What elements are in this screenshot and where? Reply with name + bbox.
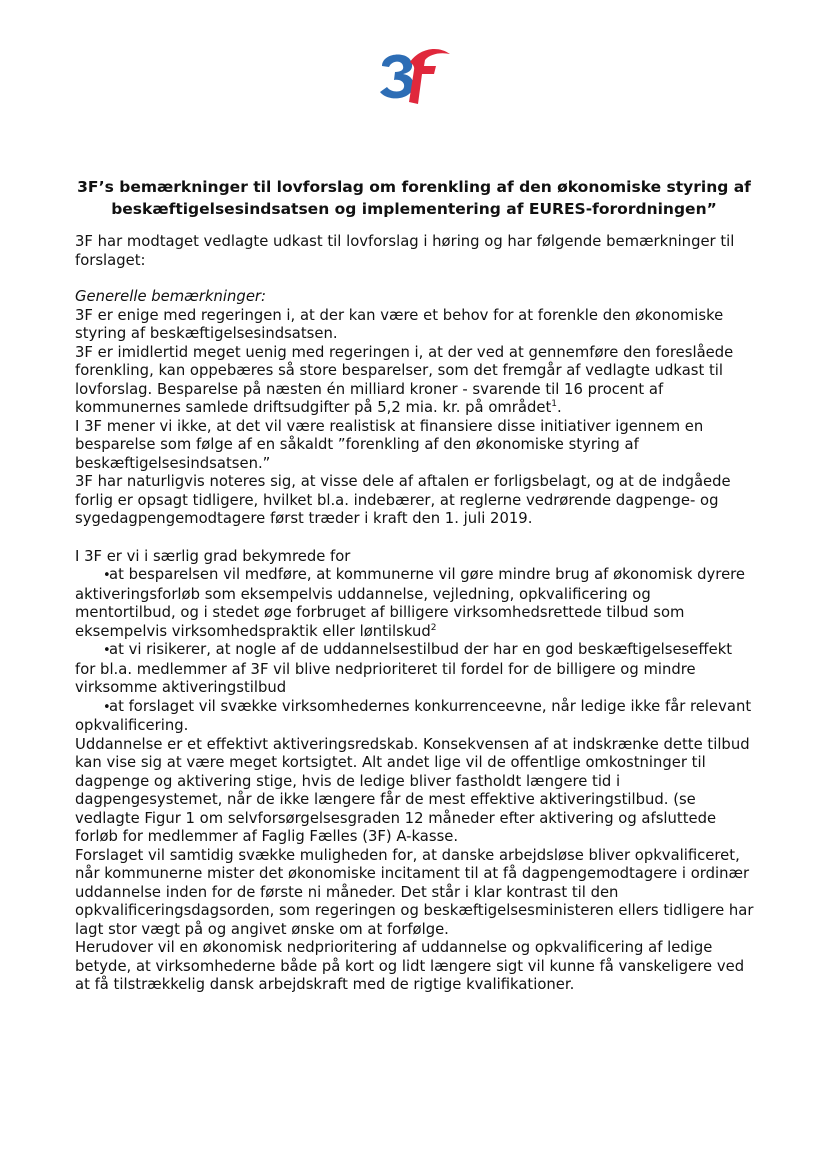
list-item: •at forslaget vil svække virksomhedernes konkurrenceevne, når ledige ikke får relevant opkvalificering.	[75, 697, 752, 734]
svg-text:3F: 3F	[370, 40, 372, 41]
body-paragraph: Forslaget vil samtidig svække muligheden for, at danske arbejdsløse bliver opkvalificeret, når kommunerne mister det økonomiske incitament til at få dagpengemodtagere i ordinær uddannelse inden for de første ni måneder. Det står i klar kontrast til den opkvalificeringsdagsorden, som regeringen og beskæftigelsesministeren ellers tidligere har lagt stor vægt på og angivet ønske om at forfølge.	[75, 846, 754, 938]
list-item: •at besparelsen vil medføre, at kommunerne vil gøre mindre brug af økonomisk dyrere aktiveringsforløb som eksempelvis uddannelse, vejledning, opkvalificering og mentortilbud, og i stedet øge forbruget af billigere virksomhedsrettede tilbud som eksempelvis virksomhedspraktik eller løntilskud$^2$	[75, 566, 746, 640]
concern-intro: I 3F er vi i særlig grad bekymrede for	[75, 547, 351, 565]
bullet-icon: •	[103, 699, 111, 715]
logo-three-shape	[380, 54, 413, 98]
general-paragraph: 3F er enige med regeringen i, at der kan være et behov for at forenkle den økonomiske styring af beskæftigelsesindsatsen.	[75, 306, 724, 342]
3f-logo	[370, 40, 460, 106]
body-paragraph: Uddannelse er et effektivt aktiveringsredskab. Konsekvensen af at indskrænke dette tilbud kan vise sig at være meget kortsigtet. Alt andet lige vil de offentlige omkostninger til dagpenge og aktivering stige, hvis de ledige bliver fastholdt længere tid i dagpengesystemet, når de ikke længere får de mest effektive aktiveringstilbud. (se vedlagte Figur 1 om selvforsørgelsesgraden 12 måneder efter aktivering og afsluttede forløb for medlemmer af Faglig Fælles (3F) A-kasse.	[75, 735, 750, 845]
general-paragraph: 3F er imidlertid meget uenig med regeringen i, at der ved at gennemføre den foreslåede forenkling, kan oppebæres så store besparelser, som det fremgår af vedlagte udkast til lovforslag. Besparelse på næsten én milliard kroner - svarende til 16 procent af kommunernes samlede driftsudgifter på 5,2 mia. kr. på området$^1$.	[75, 343, 734, 416]
logo-f-shape	[409, 49, 450, 104]
section-heading: Generelle bemærkninger:	[75, 288, 266, 305]
list-item: •at vi risikerer, at nogle af de uddannelsestilbud der har en god beskæftigelseseffekt for bl.a. medlemmer af 3F vil blive nedprioriteret til fordel for de billigere og mindre virksomme aktiveringstilbud	[75, 641, 733, 696]
document-body	[75, 233, 755, 995]
concern-list	[75, 566, 755, 736]
general-paragraph: I 3F mener vi ikke, at det vil være realistisk at finansiere disse initiativer igennem en besparelse som følge af en såkaldt ”forenkling af den økonomiske styring af beskæftigelsesindsatsen.”	[75, 417, 704, 472]
general-paragraph: 3F har naturligvis noteres sig, at visse dele af aftalen er forligsbelagt, og at de indgåede forlig er opsagt tidligere, hvilket bl.a. indebærer, at reglerne vedrørende dagpenge- og sygedagpengemodtagere først træder i kraft den 1. juli 2019.	[75, 473, 731, 527]
footnote-mark: 2	[430, 622, 437, 633]
footnote-mark: 1	[551, 399, 557, 410]
bullet-icon: •	[103, 643, 111, 658]
body-paragraph: Herudover vil en økonomisk nedprioritering af uddannelse og opkvalificering af ledige betyde, at virksomhederne både på kort og lidt længere sigt vil kunne få vanskeligere ved at få tilstrækkelig dansk arbejdskraft med de rigtige kvalifikationer.	[75, 939, 745, 993]
document-title: 3F’s bemærkninger til lovforslag om forenkling af den økonomiske styring af beskæftigelsesindsatsen og implementering af EURES-forordningen”	[77, 178, 751, 218]
bullet-icon: •	[103, 568, 111, 583]
intro-paragraph: 3F har modtaget vedlagte udkast til lovforslag i høring og har følgende bemærkninger til forslaget:	[75, 233, 735, 269]
